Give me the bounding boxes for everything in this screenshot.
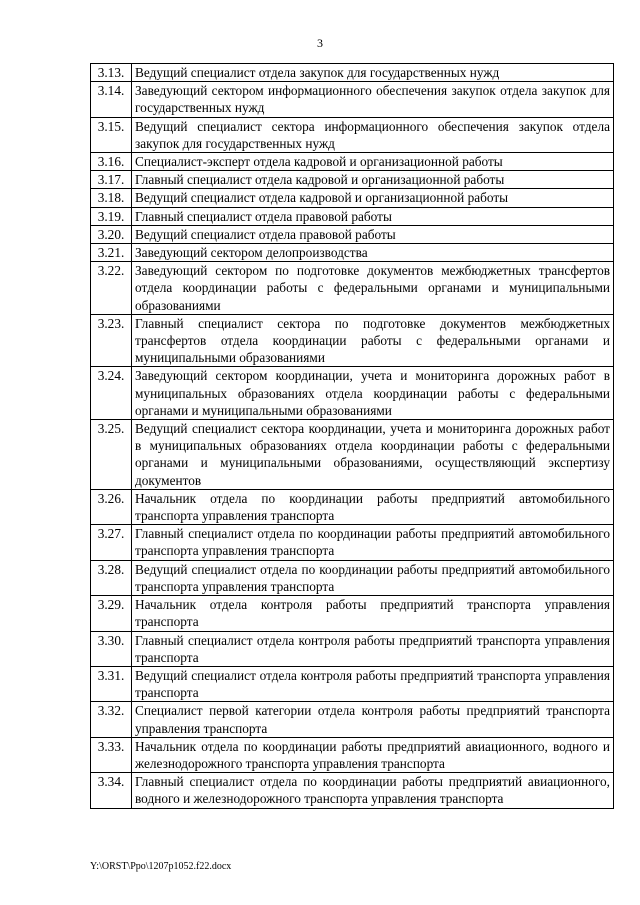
position-title: Главный специалист отдела по координации работы предприятий авиационного, водного и железнодорожного транспорта управления транспорта xyxy=(132,773,614,808)
position-title: Заведующий сектором координации, учета и мониторинга дорожных работ в муниципальных образованиях отдела координации работы с федеральными органами и муниципальными образованиями xyxy=(132,367,614,420)
position-title: Специалист первой категории отдела контроля работы предприятий транспорта управления транспорта xyxy=(132,702,614,737)
row-number: 3.29. xyxy=(91,596,132,631)
table-row xyxy=(91,773,614,808)
position-title: Начальник отдела по координации работы предприятий авиационного, водного и железнодорожного транспорта управления транспорта xyxy=(132,737,614,772)
position-title: Ведущий специалист сектора координации, учета и мониторинга дорожных работ в муниципальных образованиях отдела координации работы с федеральными органами и муниципальными образованиями, осуществляющий экспертизу документов xyxy=(132,420,614,490)
position-title: Заведующий сектором по подготовке документов межбюджетных трансфертов отдела координации работы с федеральными органами и муниципальными образованиями xyxy=(132,262,614,315)
table-row xyxy=(91,702,614,737)
position-title: Специалист-эксперт отдела кадровой и организационной работы xyxy=(132,153,614,171)
row-number: 3.31. xyxy=(91,666,132,701)
position-title: Ведущий специалист отдела закупок для государственных нужд xyxy=(132,64,614,82)
row-number: 3.33. xyxy=(91,737,132,772)
row-number: 3.18. xyxy=(91,189,132,207)
table-row xyxy=(91,225,614,243)
position-title: Заведующий сектором информационного обеспечения закупок отдела закупок для государственных нужд xyxy=(132,82,614,117)
table-row xyxy=(91,596,614,631)
row-number: 3.16. xyxy=(91,153,132,171)
row-number: 3.14. xyxy=(91,82,132,117)
row-number: 3.34. xyxy=(91,773,132,808)
row-number: 3.13. xyxy=(91,64,132,82)
position-title: Ведущий специалист отдела кадровой и организационной работы xyxy=(132,189,614,207)
table-row xyxy=(91,117,614,152)
table-row xyxy=(91,64,614,82)
position-title: Главный специалист отдела по координации работы предприятий автомобильного транспорта управления транспорта xyxy=(132,525,614,560)
position-title: Ведущий специалист отдела правовой работы xyxy=(132,225,614,243)
table-row xyxy=(91,262,614,315)
row-number: 3.28. xyxy=(91,560,132,595)
row-number: 3.23. xyxy=(91,314,132,367)
position-title: Заведующий сектором делопроизводства xyxy=(132,244,614,262)
table-row xyxy=(91,489,614,524)
table-row xyxy=(91,153,614,171)
position-title: Ведущий специалист сектора информационного обеспечения закупок отдела закупок для государственных нужд xyxy=(132,117,614,152)
table-row xyxy=(91,737,614,772)
table-row xyxy=(91,367,614,420)
row-number: 3.25. xyxy=(91,420,132,490)
footer-file-path: Y:\ORST\Ppo\1207p1052.f22.docx xyxy=(90,861,232,872)
position-title: Начальник отдела контроля работы предприятий транспорта управления транспорта xyxy=(132,596,614,631)
position-title: Главный специалист отдела контроля работы предприятий транспорта управления транспорта xyxy=(132,631,614,666)
table-row xyxy=(91,171,614,189)
row-number: 3.24. xyxy=(91,367,132,420)
row-number: 3.19. xyxy=(91,207,132,225)
table-row xyxy=(91,82,614,117)
positions-table-body xyxy=(91,64,614,809)
table-row xyxy=(91,314,614,367)
table-row xyxy=(91,560,614,595)
row-number: 3.22. xyxy=(91,262,132,315)
row-number: 3.21. xyxy=(91,244,132,262)
table-row xyxy=(91,525,614,560)
row-number: 3.20. xyxy=(91,225,132,243)
table-row xyxy=(91,244,614,262)
table-row xyxy=(91,207,614,225)
row-number: 3.15. xyxy=(91,117,132,152)
table-row xyxy=(91,420,614,490)
table-row xyxy=(91,666,614,701)
row-number: 3.26. xyxy=(91,489,132,524)
row-number: 3.17. xyxy=(91,171,132,189)
row-number: 3.27. xyxy=(91,525,132,560)
positions-table xyxy=(90,63,614,809)
row-number: 3.32. xyxy=(91,702,132,737)
table-row xyxy=(91,189,614,207)
row-number: 3.30. xyxy=(91,631,132,666)
page-number: 3 xyxy=(317,36,323,50)
position-title: Главный специалист отдела правовой работы xyxy=(132,207,614,225)
table-row xyxy=(91,631,614,666)
position-title: Ведущий специалист отдела контроля работы предприятий транспорта управления транспорта xyxy=(132,666,614,701)
position-title: Начальник отдела по координации работы предприятий автомобильного транспорта управления транспорта xyxy=(132,489,614,524)
position-title: Главный специалист отдела кадровой и организационной работы xyxy=(132,171,614,189)
position-title: Ведущий специалист отдела по координации работы предприятий автомобильного транспорта управления транспорта xyxy=(132,560,614,595)
position-title: Главный специалист сектора по подготовке документов межбюджетных трансфертов отдела координации работы с федеральными органами и муниципальными образованиями xyxy=(132,314,614,367)
